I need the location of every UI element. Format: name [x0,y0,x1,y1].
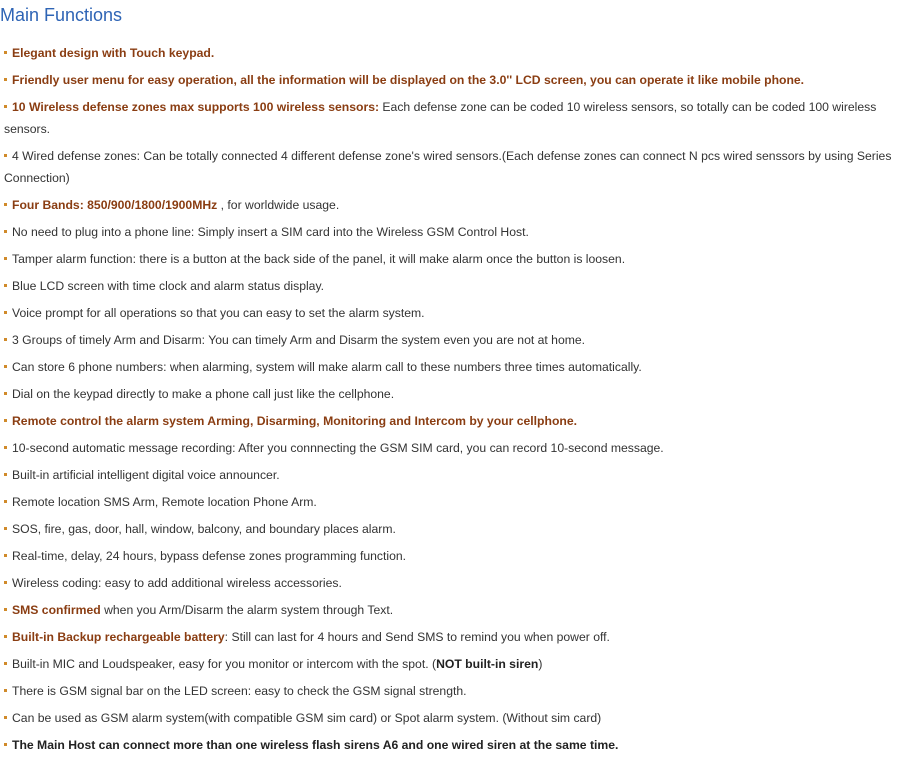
list-item [4,491,892,513]
item-highlight: Four Bands: 850/900/1800/1900MHz [12,198,218,212]
item-text: Tamper alarm function: there is a button at the back side of the panel, it will make alarm once the button is loosen. [12,252,626,266]
bullet-icon [4,284,7,287]
item-text: , for worldwide usage. [217,198,340,212]
item-text-tail: ) [538,657,543,671]
item-highlight: Friendly user menu for easy operation, all the information will be displayed on the 3.0'' LCD screen, you can operate it like mobile phone. [12,73,805,87]
bullet-icon [4,105,7,108]
list-item [4,221,892,243]
list-item [4,69,892,91]
list-item [4,599,892,621]
item-text: : Still can last for 4 hours and Send SMS to remind you when power off. [224,630,610,644]
item-text: Built-in artificial intelligent digital voice announcer. [12,468,280,482]
bullet-icon [4,608,7,611]
bullet-icon [4,419,7,422]
bullet-icon [4,311,7,314]
item-highlight: 10 Wireless defense zones max supports 100 wireless sensors: [12,100,380,114]
item-text: No need to plug into a phone line: Simply insert a SIM card into the Wireless GSM Control Host. [12,225,529,239]
bullet-icon [4,554,7,557]
bullet-icon [4,365,7,368]
item-text: Remote location SMS Arm, Remote location Phone Arm. [12,495,317,509]
item-text: Blue LCD screen with time clock and alarm status display. [12,279,325,293]
item-text: Can store 6 phone numbers: when alarming, system will make alarm call to these numbers three times automatically. [12,360,642,374]
item-highlight: Elegant design with Touch keypad. [12,46,215,60]
list-item [4,42,892,64]
bullet-icon [4,338,7,341]
bullet-icon [4,689,7,692]
list-item [4,145,892,189]
list-item [4,545,892,567]
item-text: Wireless coding: easy to add additional wireless accessories. [12,576,342,590]
item-text: when you Arm/Disarm the alarm system through Text. [100,603,394,617]
bullet-icon [4,51,7,54]
list-item [4,96,892,140]
item-text: Built-in MIC and Loudspeaker, easy for you monitor or intercom with the spot. ( [12,657,437,671]
item-text: Can be used as GSM alarm system(with compatible GSM sim card) or Spot alarm system. (Without sim card) [12,711,602,725]
bullet-icon [4,203,7,206]
list-item [4,275,892,297]
list-item [4,329,892,351]
item-text: SOS, fire, gas, door, hall, window, balcony, and boundary places alarm. [12,522,396,536]
list-item [4,734,892,756]
item-text: There is GSM signal bar on the LED screen: easy to check the GSM signal strength. [12,684,467,698]
item-highlight: SMS confirmed [12,603,101,617]
list-item [4,356,892,378]
section-title: Main Functions [0,5,123,25]
list-item [4,302,892,324]
bullet-icon [4,230,7,233]
bullet-icon [4,743,7,746]
bullet-icon [4,78,7,81]
item-highlight: Remote control the alarm system Arming, Disarming, Monitoring and Intercom by your cellphone. [12,414,578,428]
list-item [4,194,892,216]
bullet-icon [4,392,7,395]
bullet-icon [4,527,7,530]
item-text: Each defense zone can be coded 10 wireless sensors, so totally can be coded 100 wireless sensors. [4,100,877,136]
bullet-icon [4,500,7,503]
item-emphasis: NOT built-in siren [436,657,539,671]
list-item [4,707,892,729]
list-item [4,464,892,486]
list-item [4,383,892,405]
list-item [4,410,892,432]
bullet-icon [4,635,7,638]
bullet-icon [4,446,7,449]
list-item [4,626,892,648]
list-item [4,653,892,675]
bullet-icon [4,473,7,476]
item-highlight: Built-in Backup rechargeable battery [12,630,225,644]
item-text: Real-time, delay, 24 hours, bypass defense zones programming function. [12,549,407,563]
bullet-icon [4,257,7,260]
bullet-icon [4,154,7,157]
bullet-icon [4,662,7,665]
item-text: 4 Wired defense zones: Can be totally connected 4 different defense zone's wired sensors.(Each defense zones can connect N pcs wired senssors by using Series Connection) [4,149,892,185]
item-text: 10-second automatic message recording: After you connnecting the GSM SIM card, you can record 10-second message. [12,441,664,455]
list-item [4,248,892,270]
item-text: Voice prompt for all operations so that you can easy to set the alarm system. [12,306,425,320]
item-emphasis: The Main Host can connect more than one wireless flash sirens A6 and one wired siren at the same time. [12,738,619,752]
list-item [4,437,892,459]
list-item [4,518,892,540]
item-text: 3 Groups of timely Arm and Disarm: You can timely Arm and Disarm the system even you are not at home. [12,333,586,347]
item-text: Dial on the keypad directly to make a phone call just like the cellphone. [12,387,395,401]
list-item [4,680,892,702]
list-item [4,572,892,594]
bullet-icon [4,716,7,719]
bullet-icon [4,581,7,584]
